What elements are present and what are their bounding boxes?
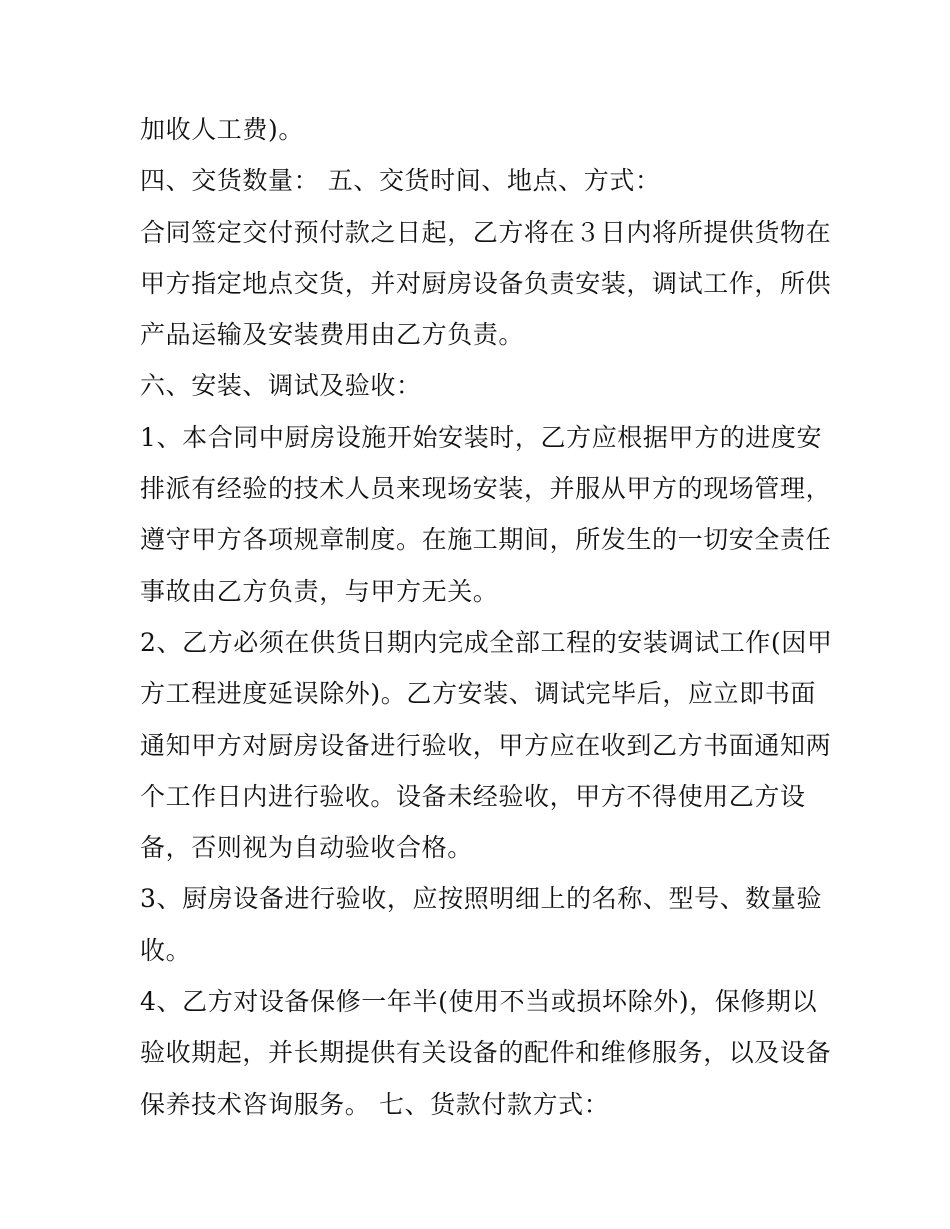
text-line: 甲方指定地点交货，并对厨房设备负责安装，调试工作，所供 xyxy=(140,268,832,298)
section-heading: 六、安装、调试及验收： xyxy=(140,371,422,401)
clause-2-line: 通知甲方对厨房设备进行验收，甲方应在收到乙方书面通知两 xyxy=(140,730,832,760)
clause-2-line: 个工作日内进行验收。设备未经验收，甲方不得使用乙方设 xyxy=(140,781,806,811)
clause-2-line: 2、乙方必须在供货日期内完成全部工程的安装调试工作(因甲 xyxy=(140,627,833,657)
clause-1-line: 遵守甲方各项规章制度。在施工期间，所发生的一切安全责任 xyxy=(140,525,832,555)
clause-4-line: 保养技术咨询服务。 七、货款付款方式： xyxy=(140,1089,610,1119)
clause-1-line: 1、本合同中厨房设施开始安装时，乙方应根据甲方的进度安 xyxy=(140,422,823,452)
text-line: 产品运输及安装费用由乙方负责。 xyxy=(140,320,525,350)
clause-2-line: 方工程进度延误除外)。乙方安装、调试完毕后，应立即书面 xyxy=(140,679,816,709)
text-line: 合同签定交付预付款之日起，乙方将在３日内将所提供货物在 xyxy=(140,217,832,247)
clause-1-line: 事故由乙方负责，与甲方无关。 xyxy=(140,576,499,606)
clause-4-line: 4、乙方对设备保修一年半(使用不当或损坏除外)，保修期以 xyxy=(140,987,818,1017)
document-body xyxy=(140,104,833,1130)
clause-3-line: 3、厨房设备进行验收，应按照明细上的名称、型号、数量验 xyxy=(140,884,823,914)
clause-4-line: 验收期起，并长期提供有关设备的配件和维修服务，以及设备 xyxy=(140,1038,832,1068)
clause-3-line: 收。 xyxy=(140,935,192,965)
section-heading: 四、交货数量： 五、交货时间、地点、方式： xyxy=(140,166,661,196)
clause-2-line: 备，否则视为自动验收合格。 xyxy=(140,833,473,863)
text-line: 加收人工费)。 xyxy=(140,115,304,144)
clause-1-line: 排派有经验的技术人员来现场安装，并服从甲方的现场管理， xyxy=(140,474,832,504)
